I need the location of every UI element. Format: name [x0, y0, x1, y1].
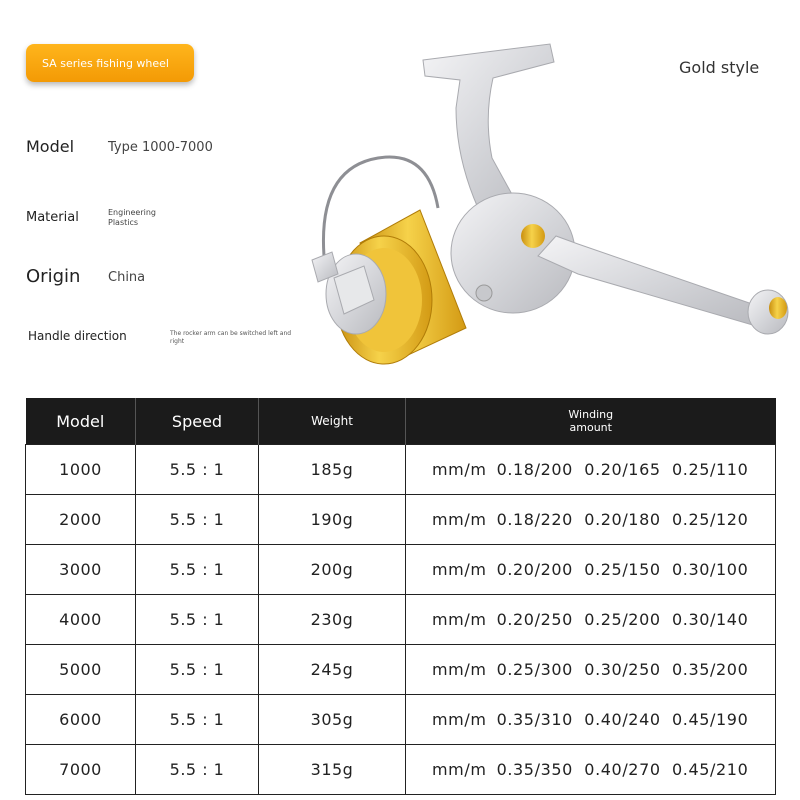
cell-weight: 230g [259, 595, 406, 645]
spec-value-model: Type 1000-7000 [108, 140, 213, 155]
spec-value-material: Engineering Plastics [108, 208, 156, 227]
winding-values: 0.20/250 0.25/200 0.30/140 [496, 610, 749, 629]
winding-values: 0.25/300 0.30/250 0.35/200 [496, 660, 749, 679]
fishing-reel-image [288, 38, 800, 368]
table-row [26, 595, 776, 645]
winding-unit: mm/m [432, 510, 487, 529]
table-row [26, 545, 776, 595]
header-weight: Weight [259, 398, 406, 445]
winding-unit: mm/m [432, 710, 487, 729]
style-label: Gold style [679, 58, 760, 77]
header-speed: Speed [136, 398, 259, 445]
winding-values: 0.18/220 0.20/180 0.25/120 [496, 510, 749, 529]
winding-unit: mm/m [432, 460, 487, 479]
winding-values: 0.18/200 0.20/165 0.25/110 [496, 460, 749, 479]
table-row [26, 645, 776, 695]
spec-label-model: Model [26, 137, 75, 156]
cell-weight: 245g [259, 645, 406, 695]
cell-weight: 190g [259, 495, 406, 545]
spec-label-origin: Origin [26, 266, 81, 287]
winding-unit: mm/m [432, 610, 487, 629]
table-body [26, 445, 776, 795]
cell-weight: 305g [259, 695, 406, 745]
cell-weight: 185g [259, 445, 406, 495]
winding-unit: mm/m [432, 760, 487, 779]
header-winding: Winding amount [406, 398, 776, 445]
cell-model: 7000 [26, 745, 136, 795]
cell-winding [406, 545, 776, 595]
cell-weight: 315g [259, 745, 406, 795]
cell-winding [406, 695, 776, 745]
spec-table [25, 398, 776, 795]
winding-values: 0.20/200 0.25/150 0.30/100 [496, 560, 749, 579]
table-row [26, 745, 776, 795]
cell-model: 3000 [26, 545, 136, 595]
cell-speed: 5.5 : 1 [136, 595, 259, 645]
cell-speed: 5.5 : 1 [136, 645, 259, 695]
winding-values: 0.35/310 0.40/240 0.45/190 [496, 710, 749, 729]
cell-model: 4000 [26, 595, 136, 645]
spec-value-origin: China [108, 270, 146, 285]
table-row [26, 495, 776, 545]
cell-speed: 5.5 : 1 [136, 695, 259, 745]
cell-winding [406, 495, 776, 545]
table-header-row [26, 398, 776, 445]
cell-speed: 5.5 : 1 [136, 445, 259, 495]
cell-model: 1000 [26, 445, 136, 495]
winding-unit: mm/m [432, 560, 487, 579]
spec-label-material: Material [26, 210, 79, 225]
cell-model: 2000 [26, 495, 136, 545]
table-row [26, 445, 776, 495]
cell-speed: 5.5 : 1 [136, 495, 259, 545]
winding-unit: mm/m [432, 660, 487, 679]
table-row [26, 695, 776, 745]
cell-speed: 5.5 : 1 [136, 545, 259, 595]
cell-winding [406, 445, 776, 495]
spec-value-handle: The rocker arm can be switched left and right [170, 330, 292, 345]
cell-model: 6000 [26, 695, 136, 745]
spec-label-handle: Handle direction [28, 329, 127, 343]
cell-speed: 5.5 : 1 [136, 745, 259, 795]
header-model: Model [26, 398, 136, 445]
series-badge-label: SA series fishing wheel [42, 56, 169, 70]
cell-weight: 200g [259, 545, 406, 595]
cell-winding [406, 745, 776, 795]
cell-model: 5000 [26, 645, 136, 695]
series-badge [26, 44, 194, 82]
winding-values: 0.35/350 0.40/270 0.45/210 [496, 760, 749, 779]
cell-winding [406, 595, 776, 645]
cell-winding [406, 645, 776, 695]
